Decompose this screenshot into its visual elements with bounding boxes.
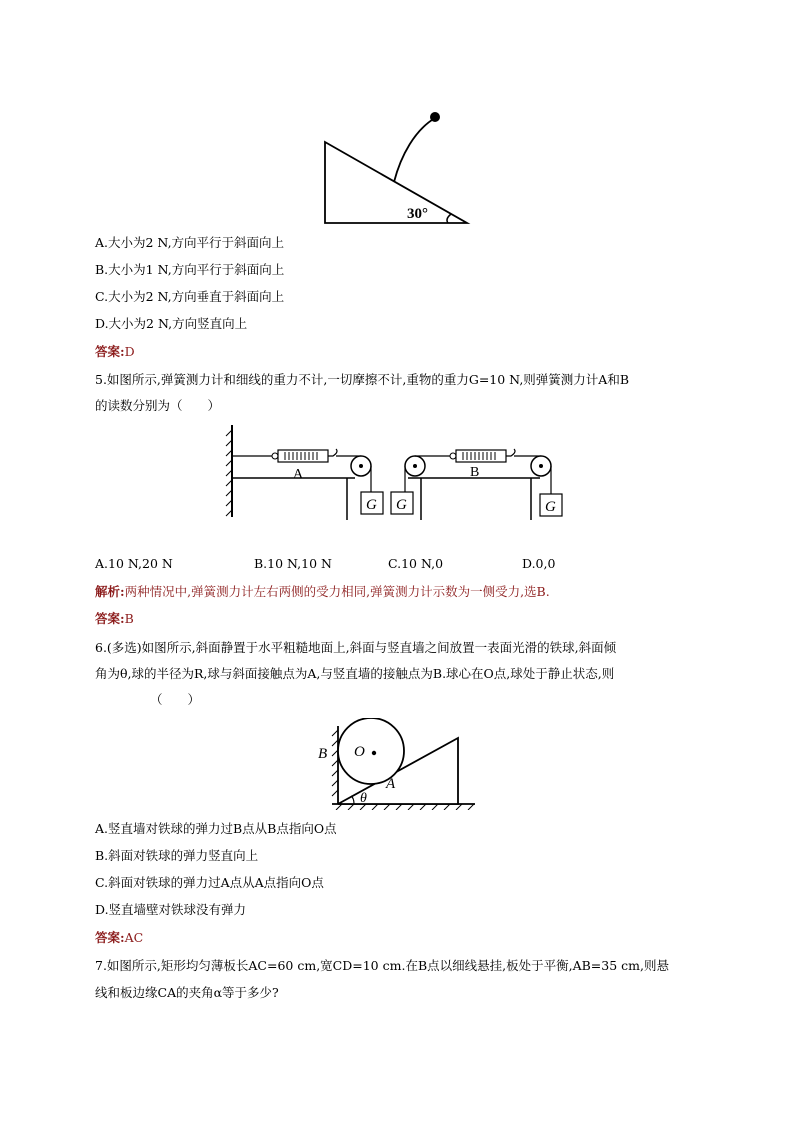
q4-option-b: B.大小为1 N,方向平行于斜面向上 — [95, 262, 285, 277]
q5-stem-line1: 5.如图所示,弹簧测力计和细线的重力不计,一切摩擦不计,重物的重力G=10 N,则弹簧测力计A和B — [95, 372, 630, 387]
q4-option-c: C.大小为2 N,方向垂直于斜面向上 — [95, 289, 285, 304]
theta-label: θ — [360, 791, 367, 806]
q5-analysis: 解析:两种情况中,弹簧测力计左右两侧的受力相同,弹簧测力计示数为一侧受力,选B. — [95, 584, 550, 599]
svg-text:G: G — [366, 497, 377, 513]
spring-balance-figure — [225, 420, 570, 522]
q7-stem-line2: 线和板边缘CA的夹角α等于多少? — [95, 985, 279, 1000]
angle-label: 30° — [407, 206, 428, 222]
q6-option-a: A.竖直墙对铁球的弹力过B点从B点指向O点 — [95, 821, 337, 836]
svg-text:G: G — [545, 499, 556, 515]
svg-text:G: G — [396, 497, 407, 513]
q6-stem-line3: （ ） — [150, 692, 201, 707]
q6-stem-line1: 6.(多选)如图所示,斜面静置于水平粗糙地面上,斜面与竖直墙之间放置一表面光滑的铁球,斜面倾 — [95, 640, 617, 655]
q6-answer: 答案:AC — [95, 930, 144, 945]
ball-center-o — [372, 751, 376, 755]
curved-rod — [394, 118, 435, 182]
ball — [430, 112, 440, 122]
q5-option-a: A.10 N,20 N — [95, 556, 173, 571]
incline-figure — [315, 110, 475, 230]
q5-option-c: C.10 N,0 — [388, 556, 444, 571]
point-o-label: O — [354, 744, 365, 760]
q5-answer: 答案:B — [95, 611, 134, 626]
spring-b-label: B — [470, 465, 480, 480]
q4-option-d: D.大小为2 N,方向竖直向上 — [95, 316, 248, 331]
point-b-label: B — [318, 746, 328, 762]
q4-answer: 答案:D — [95, 344, 135, 359]
q6-option-b: B.斜面对铁球的弹力竖直向上 — [95, 848, 259, 863]
q4-option-a: A.大小为2 N,方向平行于斜面向上 — [95, 235, 285, 250]
q5-stem-line2: 的读数分别为（ ） — [95, 398, 221, 413]
q5-option-d: D.0,0 — [522, 556, 556, 571]
angle-arc — [447, 214, 451, 223]
incline-triangle — [325, 142, 467, 223]
ball-incline-figure — [310, 718, 480, 810]
q7-stem-line1: 7.如图所示,矩形均匀薄板长AC=60 cm,宽CD=10 cm.在B点以细线悬挂,板处于平衡,AB=35 cm,则悬 — [95, 958, 669, 973]
q6-option-c: C.斜面对铁球的弹力过A点从A点指向O点 — [95, 875, 324, 890]
iron-ball — [338, 718, 404, 784]
q5-option-b: B.10 N,10 N — [254, 556, 332, 571]
q6-option-d: D.竖直墙壁对铁球没有弹力 — [95, 902, 247, 917]
point-a-label: A — [386, 776, 396, 792]
q6-stem-line2: 角为θ,球的半径为R,球与斜面接触点为A,与竖直墙的接触点为B.球心在O点,球处于静止状态,则 — [95, 666, 615, 681]
spring-a-label: A — [293, 467, 304, 482]
